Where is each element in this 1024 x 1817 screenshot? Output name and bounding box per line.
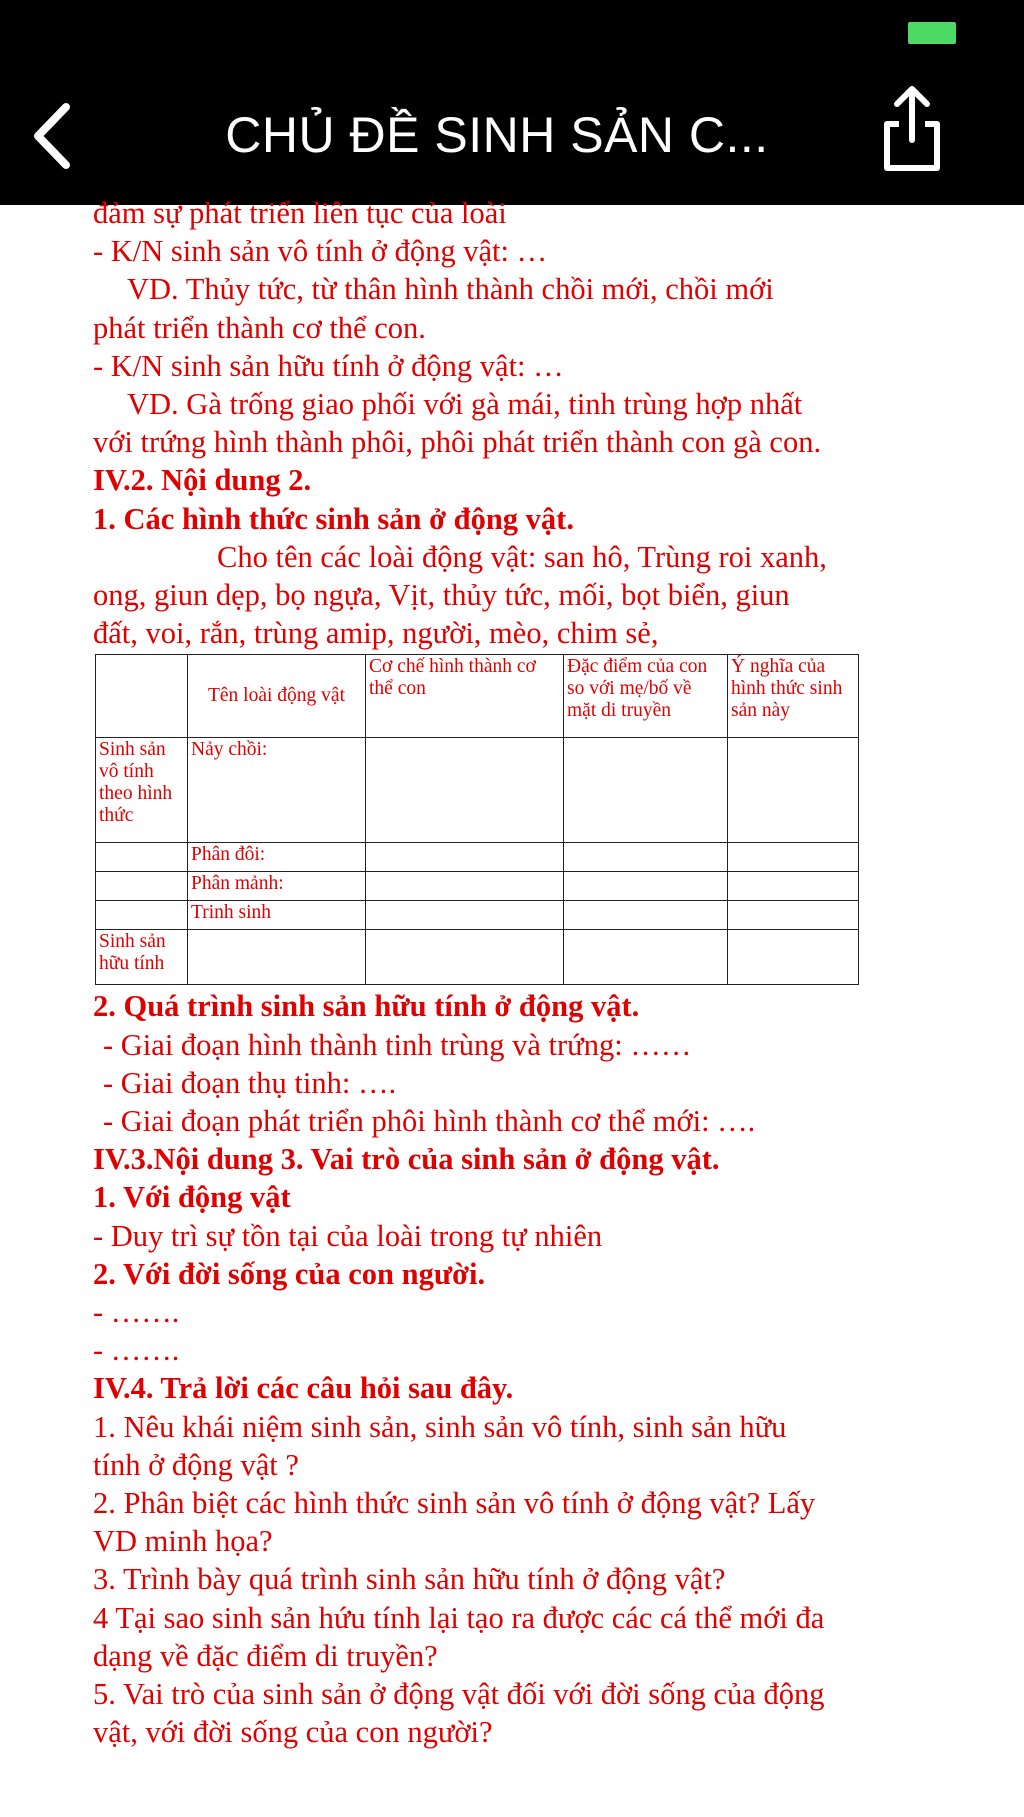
table-cell: Phân mảnh:	[188, 872, 366, 901]
table-row	[96, 901, 859, 930]
table-header-cell: Cơ chế hình thành cơ thể con	[366, 655, 564, 738]
paragraph: - …….	[93, 1295, 180, 1330]
table-cell	[564, 901, 728, 930]
section-heading: 2. Quá trình sinh sản hữu tính ở động vật.	[93, 989, 640, 1024]
paragraph: đất, voi, rắn, trùng amip, người, mèo, chim sẻ,	[93, 616, 659, 651]
paragraph: - Duy trì sự tồn tại của loài trong tự nhiên	[93, 1218, 603, 1253]
paragraph: - …….	[93, 1333, 180, 1368]
table-cell: Sinh sản hữu tính	[96, 930, 188, 985]
table-cell	[366, 930, 564, 985]
table-cell	[728, 901, 859, 930]
paragraph: - Giai đoạn thụ tinh: ….	[103, 1065, 397, 1100]
table-row	[96, 843, 859, 872]
table-cell	[564, 738, 728, 843]
share-icon	[879, 82, 945, 174]
section-heading: IV.4. Trả lời các câu hỏi sau đây.	[93, 1371, 514, 1406]
paragraph: - Giai đoạn phát triển phôi hình thành cơ thể mới: ….	[103, 1104, 756, 1139]
table-cell	[188, 930, 366, 985]
table-cell: Phân đôi:	[188, 843, 366, 872]
table-header-cell: Đặc điểm của con so với mẹ/bố về mặt di truyền	[564, 655, 728, 738]
table-cell: Sinh sản vô tính theo hình thức	[96, 738, 188, 843]
table-cell	[96, 901, 188, 930]
share-button[interactable]	[872, 78, 952, 178]
table-cell	[366, 901, 564, 930]
chevron-left-icon	[30, 101, 74, 171]
table-header-cell: Tên loài động vật	[188, 655, 366, 738]
paragraph: phát triển thành cơ thể con.	[93, 310, 426, 345]
table-cell	[366, 872, 564, 901]
question: 5. Vai trò của sinh sản ở động vật đối với đời sống của động	[93, 1677, 825, 1712]
battery-icon	[908, 22, 956, 44]
back-button[interactable]	[22, 96, 82, 176]
table-row	[96, 738, 859, 843]
table-cell	[564, 930, 728, 985]
section-heading: IV.2. Nội dung 2.	[93, 463, 312, 498]
question: 4 Tại sao sinh sản hứu tính lại tạo ra được các cá thể mới đa	[93, 1600, 825, 1635]
table-header-row	[96, 655, 859, 738]
question: 3. Trình bày quá trình sinh sản hữu tính ở động vật?	[93, 1562, 726, 1597]
paragraph: VD. Gà trống giao phối với gà mái, tinh trùng hợp nhất	[127, 387, 803, 422]
table-cell: Trinh sinh	[188, 901, 366, 930]
question: tính ở động vật ?	[93, 1447, 299, 1482]
table-cell	[728, 843, 859, 872]
section-heading: IV.3.Nội dung 3. Vai trò của sinh sản ở động vật.	[93, 1142, 720, 1177]
paragraph: VD. Thủy tức, từ thân hình thành chồi mới, chồi mới	[127, 272, 774, 307]
table-row	[96, 872, 859, 901]
navigation-bar	[0, 0, 1024, 205]
table-header-cell	[96, 655, 188, 738]
section-heading: 2. Với đời sống của con người.	[93, 1256, 486, 1291]
table-cell	[366, 738, 564, 843]
section-heading: 1. Với động vật	[93, 1180, 291, 1215]
table-row	[96, 930, 859, 985]
question: 1. Nêu khái niệm sinh sản, sinh sản vô tính, sinh sản hữu	[93, 1409, 787, 1444]
paragraph: - Giai đoạn hình thành tinh trùng và trứng: ……	[103, 1027, 692, 1062]
table-cell	[728, 930, 859, 985]
paragraph: ong, giun dẹp, bọ ngựa, Vịt, thủy tức, mối, bọt biển, giun	[93, 578, 790, 613]
document-title: CHỦ ĐỀ SINH SẢN C...	[225, 107, 769, 163]
section-heading: 1. Các hình thức sinh sản ở động vật.	[93, 501, 574, 536]
paragraph: với trứng hình thành phôi, phôi phát triển thành con gà con.	[93, 425, 822, 460]
paragraph: Cho tên các loài động vật: san hô, Trùng roi xanh,	[217, 539, 827, 574]
question: dạng về đặc điểm di truyền?	[93, 1638, 438, 1673]
question: vật, với đời sống của con người?	[93, 1715, 493, 1750]
table-cell	[728, 872, 859, 901]
table-cell	[564, 843, 728, 872]
document-body	[93, 194, 963, 1752]
question: 2. Phân biệt các hình thức sinh sản vô tính ở động vật? Lấy	[93, 1486, 816, 1521]
table-cell	[96, 843, 188, 872]
reproduction-table	[95, 654, 859, 985]
table-cell: Nảy chồi:	[188, 738, 366, 843]
table-header-cell: Ý nghĩa của hình thức sinh sản này	[728, 655, 859, 738]
paragraph: - K/N sinh sản hữu tính ở động vật: …	[93, 348, 564, 383]
table-cell	[564, 872, 728, 901]
paragraph: đảm sự phát triển liên tục của loài	[93, 196, 507, 230]
table-cell	[96, 872, 188, 901]
table-cell	[728, 738, 859, 843]
table-cell	[366, 843, 564, 872]
paragraph: - K/N sinh sản vô tính ở động vật: …	[93, 234, 548, 269]
question: VD minh họa?	[93, 1524, 273, 1559]
